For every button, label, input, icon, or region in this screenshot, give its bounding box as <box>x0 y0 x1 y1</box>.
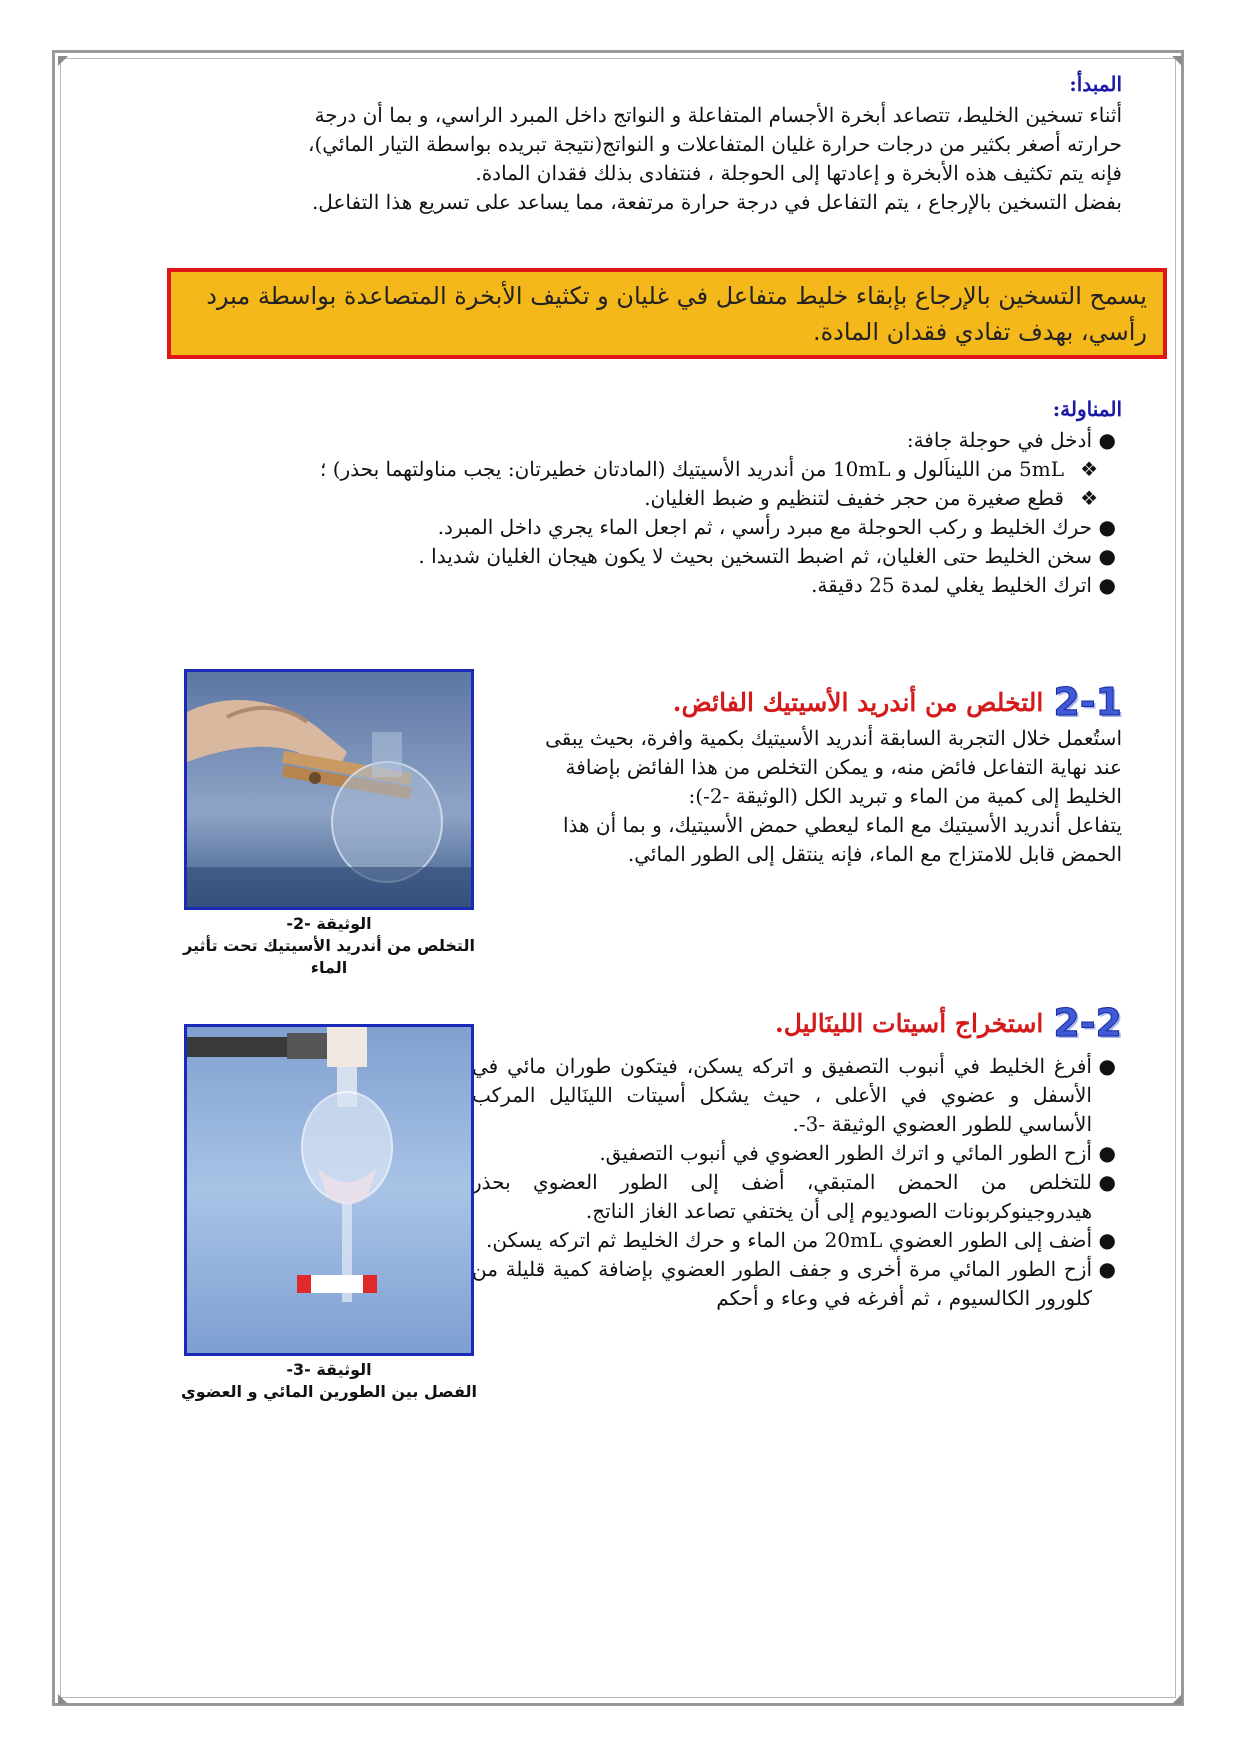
principle-line: حرارته أصغر بكثير من درجات حرارة غليان المتفاعلات و النواتج(نتيجة تبريده بواسطة التيار المائي)، <box>308 132 1122 156</box>
procedure-step <box>122 513 1122 542</box>
section-number-badge: 2-1 <box>1053 680 1122 724</box>
diamond-bullet-icon: ❖ <box>1080 457 1098 481</box>
key-statement-box: يسمح التسخين بالإرجاع بإبقاء خليط متفاعل في غليان و تكثيف الأبخرة المتصاعدة بواسطة مبرد رأسي، بهدف تفادي فقدان المادة. <box>167 268 1167 359</box>
bullet-icon: ● <box>1098 1054 1116 1078</box>
extraction-step <box>472 1052 1122 1139</box>
procedure-sub-item-text: قطع صغيرة من حجر خفيف لتنظيم و ضبط الغليان. <box>644 486 1064 510</box>
bullet-icon: ● <box>1098 573 1116 597</box>
procedure-step-text: حرك الخليط و ركب الحوجلة مع مبرد رأسي ، ثم اجعل الماء يجري داخل المبرد. <box>437 515 1092 539</box>
extraction-step-text: أزح الطور المائي مرة أخرى و جفف الطور العضوي بإضافة كمية قليلة من كلورور الكالسيوم ، ثم أفرغه في وعاء و أحكم <box>472 1257 1092 1310</box>
procedure-step-text: اترك الخليط يغلي لمدة 25 دقيقة. <box>811 573 1092 597</box>
procedure-sub-item <box>302 484 1122 513</box>
section-2-2-title <box>775 1001 1122 1045</box>
procedure-step <box>122 571 1122 600</box>
principle-heading: المبدأ: <box>1069 72 1122 96</box>
bullet-icon: ● <box>1098 1170 1116 1194</box>
extraction-step-text: أزح الطور المائي و اترك الطور العضوي في أنبوب التصفيق. <box>599 1141 1092 1165</box>
extraction-step-text: أضف إلى الطور العضوي 20mL من الماء و حرك الخليط ثم اتركه يسكن. <box>486 1228 1092 1252</box>
extraction-step <box>472 1139 1122 1168</box>
section-2-1-line: الخليط إلى كمية من الماء و تبريد الكل (الوثيقة -2-): <box>688 784 1122 808</box>
section-2-2-list <box>472 1052 1122 1313</box>
bullet-icon: ● <box>1098 544 1116 568</box>
caption-label: الوثيقة -3- <box>286 1360 372 1379</box>
bullet-icon: ● <box>1098 1228 1116 1252</box>
caption-text: التخلص من أندريد الأسيتيك تحت تأثير الماء <box>183 936 475 977</box>
separatory-funnel-illustration <box>187 1027 471 1353</box>
frame-corner-bottom-left <box>58 1694 68 1704</box>
section-2-1-line: استُعمل خلال التجربة السابقة أندريد الأسيتيك بكمية وافرة، بحيث يبقى <box>545 726 1122 750</box>
section-2-1-line: عند نهاية التفاعل فائض منه، و يمكن التخلص من هذا الفائض بإضافة <box>565 755 1122 779</box>
caption-label: الوثيقة -2- <box>286 914 372 933</box>
procedure-step <box>122 426 1122 455</box>
procedure-step-text: سخن الخليط حتى الغليان، ثم اضبط التسخين بحيث لا يكون هيجان الغليان شديدا . <box>418 544 1092 568</box>
bullet-icon: ● <box>1098 428 1116 452</box>
principle-line: فإنه يتم تكثيف هذه الأبخرة و إعادتها إلى الحوجلة ، فنتفادى بذلك فقدان المادة. <box>475 161 1122 185</box>
extraction-step <box>472 1255 1122 1313</box>
extraction-step-text: للتخلص من الحمض المتبقي، أضف إلى الطور العضوي بحذر هيدروجينوكربونات الصوديوم إلى أن يختفي تصاعد الغاز الناتج. <box>472 1170 1092 1223</box>
extraction-step <box>472 1226 1122 1255</box>
frame-corner-bottom-right <box>1172 1694 1182 1704</box>
diamond-bullet-icon: ❖ <box>1080 486 1098 510</box>
bullet-icon: ● <box>1098 1257 1116 1281</box>
procedure-step <box>122 542 1122 571</box>
document-3-caption <box>170 1359 488 1403</box>
procedure-step-text: أدخل في حوجلة جافة: <box>906 428 1092 452</box>
principle-line: بفضل التسخين بالإرجاع ، يتم التفاعل في درجة حرارة مرتفعة، مما يساعد على تسريع هذا التفاعل. <box>311 190 1122 214</box>
hand-clamp-flask-illustration <box>187 672 471 907</box>
procedure-sub-item <box>302 455 1122 484</box>
section-2-1-line: يتفاعل أندريد الأسيتيك مع الماء ليعطي حمض الأسيتيك، و بما أن هذا <box>562 813 1122 837</box>
document-2-caption <box>170 913 488 979</box>
procedure-heading: المناولة: <box>1052 397 1122 421</box>
caption-text: الفصل بين الطورين المائي و العضوي <box>181 1382 477 1401</box>
frame-corner-top-right <box>1172 56 1182 66</box>
section-title-text: التخلص من أندريد الأسيتيك الفائض. <box>672 687 1044 717</box>
section-2-1-line: الحمض قابل للامتزاج مع الماء، فإنه ينتقل إلى الطور المائي. <box>627 842 1122 866</box>
section-number-badge: 2-2 <box>1053 1001 1122 1045</box>
section-title-text: استخراج أسيتات اللينَاليل. <box>775 1008 1044 1038</box>
document-3-photo <box>184 1024 474 1356</box>
section-2-1-title <box>673 680 1122 724</box>
procedure-list <box>122 426 1122 600</box>
principle-paragraph <box>202 101 1122 217</box>
procedure-sub-item-text: 5mL من الليناَلول و 10mL من أندريد الأسيتيك (المادتان خطيرتان: يجب مناولتهما بحذر) ؛ <box>320 457 1064 481</box>
document-2-photo <box>184 669 474 910</box>
principle-line: أثناء تسخين الخليط، تتصاعد أبخرة الأجسام المتفاعلة و النواتج داخل المبرد الراسي، و بما أن درجة <box>314 103 1122 127</box>
extraction-step <box>472 1168 1122 1226</box>
bullet-icon: ● <box>1098 1141 1116 1165</box>
section-2-1-paragraph <box>462 724 1122 869</box>
frame-corner-top-left <box>58 56 68 66</box>
extraction-step-text: أفرغ الخليط في أنبوب التصفيق و اتركه يسكن، فيتكون طوران مائي في الأسفل و عضوي في الأعلى ، حيث يشكل أسيتات اللينَاليل المركب الأساسي للطور العضوي الوثيقة -3-. <box>472 1054 1092 1136</box>
bullet-icon: ● <box>1098 515 1116 539</box>
